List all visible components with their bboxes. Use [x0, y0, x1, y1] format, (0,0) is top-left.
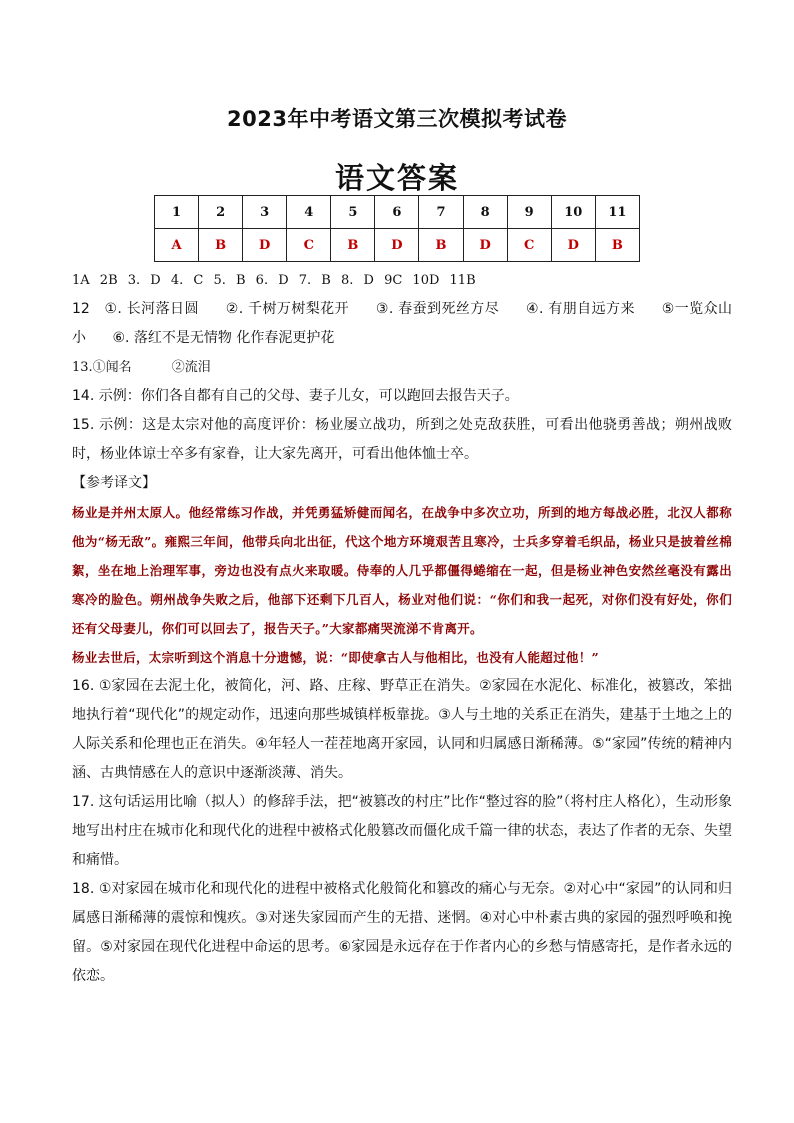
answer-cell: D — [551, 229, 595, 262]
answer-cell: B — [419, 229, 463, 262]
answer-table-number-row — [155, 196, 640, 229]
answer-12-item: ④. 有朋自远方来 — [526, 301, 635, 317]
answer-cell: D — [375, 229, 419, 262]
answer-14: 14. 示例：你们各自都有自己的父母、妻子儿女，可以跑回去报告天子。 — [72, 388, 519, 404]
answer-12-item: ⑥. 落红不是无情物 化作春泥更护花 — [112, 330, 335, 346]
answer-12-item: ③. 春蚕到死丝方尽 — [375, 301, 500, 317]
question-number-cell: 10 — [551, 196, 595, 229]
answer-title: 语文答案 — [334, 161, 459, 195]
question-number-cell: 4 — [287, 196, 331, 229]
reference-translation-label: 【参考译文】 — [72, 475, 156, 491]
answer-cell: B — [595, 229, 639, 262]
exam-title: 2023年中考语文第三次模拟考试卷 — [227, 107, 567, 131]
answer-cell: D — [463, 229, 507, 262]
translation-paragraph-2: 杨业去世后，太宗听到这个消息十分遗憾，说：“即使拿古人与他相比，也没有人能超过他！” — [72, 650, 599, 665]
answer-cell: C — [287, 229, 331, 262]
answer-table — [154, 195, 640, 262]
answer-13-a: 13.①闻名 — [72, 360, 132, 375]
answer-18: 18. ①对家园在城市化和现代化的进程中被格式化般简化和篡改的痛心与无奈。②对心中“家园”的认同和归属感日渐稀薄的震惊和愧疚。③对迷失家园而产生的无措、迷惘。④对心中朴素古典的家园的强烈呼唤和挽留。⑤对家园在现代化进程中命运的思考。⑥家园是永远存在于作者内心的乡愁与情感寄托，是作者永远的依恋。 — [72, 881, 732, 984]
question-number-cell: 7 — [419, 196, 463, 229]
answer-content — [72, 266, 732, 991]
answer-17: 17. 这句话运用比喻（拟人）的修辞手法，把“被篡改的村庄”比作“整过容的脸”（将村庄人格化），生动形象地写出村庄在城市化和现代化的进程中被格式化般篡改而僵化成千篇一律的状态，表达了作者的无奈、失望和痛惜。 — [72, 794, 732, 868]
answer-15: 15. 示例：这是太宗对他的高度评价：杨业屡立战功，所到之处克敌获胜，可看出他骁勇善战；朔州战败时，杨业体谅士卒多有家眷，让大家先离开，可看出他体恤士卒。 — [72, 417, 732, 462]
question-number-cell: 11 — [595, 196, 639, 229]
question-number-cell: 9 — [507, 196, 551, 229]
question-number-cell: 5 — [331, 196, 375, 229]
answer-cell: B — [199, 229, 243, 262]
answer-12 — [72, 295, 732, 353]
answer-13 — [72, 353, 732, 382]
answer-cell: C — [507, 229, 551, 262]
answer-cell: A — [155, 229, 199, 262]
question-number-cell: 8 — [463, 196, 507, 229]
answer-13-b: ②流泪 — [171, 360, 211, 375]
answer-12-item: ②. 千树万树梨花开 — [225, 301, 350, 317]
answers-1-11-line: 1A 2B 3. D 4. C 5. B 6. D 7. B 8. D 9C 10D 11B — [72, 273, 476, 288]
question-number-cell: 1 — [155, 196, 199, 229]
answer-cell: D — [243, 229, 287, 262]
answer-cell: B — [331, 229, 375, 262]
question-number-cell: 2 — [199, 196, 243, 229]
answer-12-item: ①. 长河落日圆 — [104, 301, 199, 317]
answer-table-answer-row — [155, 229, 640, 262]
answer-12-number: 12 — [72, 301, 90, 317]
answer-16: 16. ①家园在去泥土化，被简化，河、路、庄稼、野草正在消失。②家园在水泥化、标准化，被篡改，笨拙地执行着“现代化”的规定动作，迅速向那些城镇样板靠拢。③人与土地的关系正在消失，建基于土地之上的人际关系和伦理也正在消失。④年轻人一茬茬地离开家园，认同和归属感日渐稀薄。⑤“家园”传统的精神内涵、古典情感在人的意识中逐渐淡薄、消失。 — [72, 678, 732, 781]
question-number-cell: 3 — [243, 196, 287, 229]
answer-12-item: ⑤一览众山小 — [72, 301, 732, 346]
translation-paragraph-1: 杨业是并州太原人。他经常练习作战，并凭勇猛矫健而闻名，在战争中多次立功，所到的地方每战必胜，北汉人都称他为“杨无敌”。雍熙三年间，他带兵向北出征，代这个地方环境艰苦且寒冷，士兵多穿着毛织品，杨业只是披着丝棉絮，坐在地上治理军事，旁边也没有点火来取暖。侍奉的人几乎都僵得蜷缩在一起，但是杨业神色安然丝毫没有露出寒冷的脸色。朔州战争失败之后，他部下还剩下几百人，杨业对他们说：“你们和我一起死，对你们没有好处，你们还有父母妻儿，你们可以回去了，报告天子。”大家都痛哭流涕不肯离开。 — [72, 505, 732, 636]
question-number-cell: 6 — [375, 196, 419, 229]
